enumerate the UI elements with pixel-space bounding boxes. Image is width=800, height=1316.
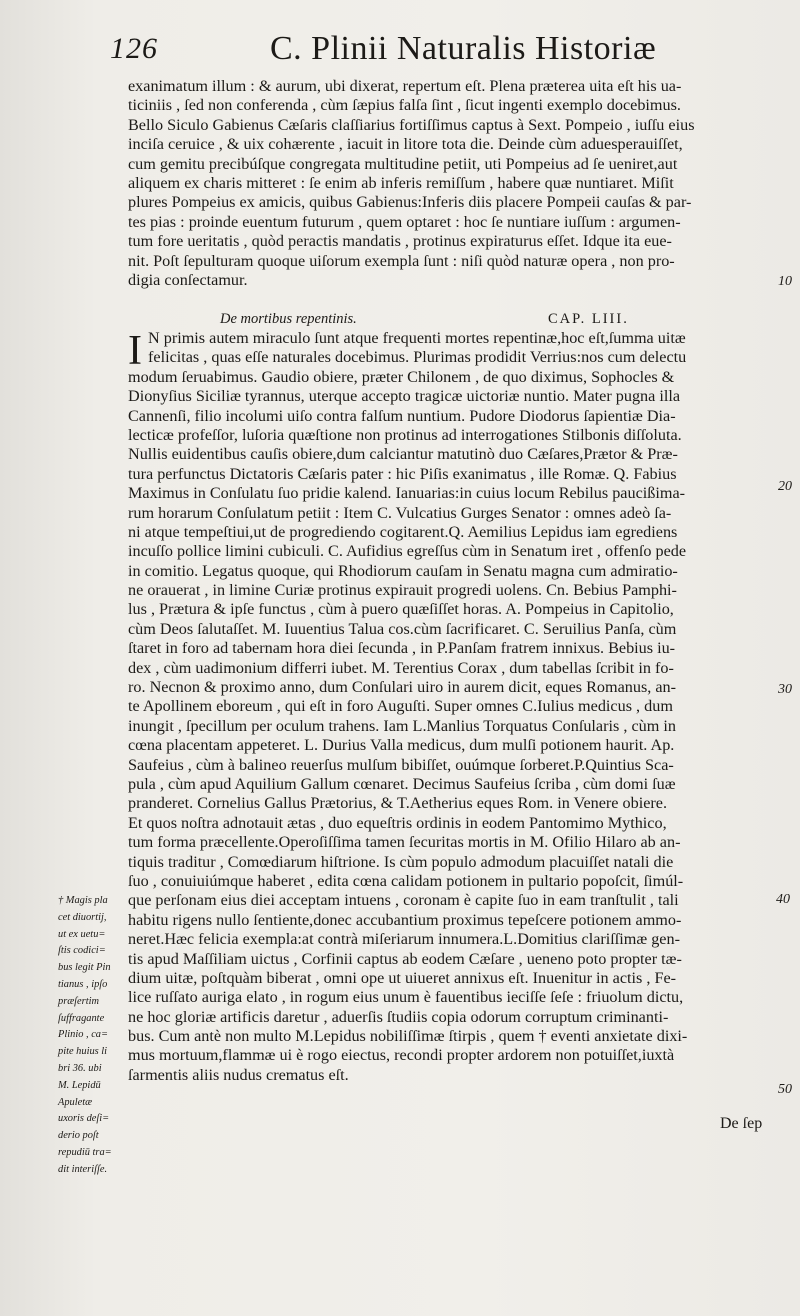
text-line: inungit , ſpecillum per oculum trahens. Iam L.Manlius Torquatus Conſularis , cùm in	[128, 716, 676, 735]
text-line: bus. Cum antè non multo M.Lepidus nobiliſſimæ ſtirpis , quem † eventi anxietate dixi-	[128, 1027, 688, 1046]
text-line: Et quos noſtra adnotauit ætas , duo equeſtris ordinis in eodem Pantomimo Mythico,	[128, 813, 667, 832]
marginal-note-line: † Magis pla	[58, 895, 108, 906]
text-line: Saufeius , cùm à balineo reuerſus mulſum bibiſſet, ouúmque ſorberet.P.Quintius Sca-	[128, 755, 674, 774]
marginal-note	[58, 893, 126, 1179]
line-number: 40	[776, 892, 790, 907]
marginal-note-line: præſertim	[58, 995, 99, 1007]
marginal-note-line: ſtis codici=	[58, 945, 106, 957]
text-line: felicitas , quas eſſe naturales docebimus. Plurimas prodidit Verrius:nos cum delectu	[148, 348, 687, 367]
line-number: 20	[778, 479, 792, 494]
text-line: aliquem ex charis mitteret : ſe enim ab inferis remiſſum , habere quæ nuntiaret. Miſit	[128, 173, 674, 192]
text-line: tura perfunctus Dictatoris Cæſaris pater : hic Piſis exanimatus , ille Romæ. Q. Fabius	[128, 464, 677, 483]
marginal-note-line: tianus , ipſo	[58, 978, 108, 990]
text-line: incuſſo pollice limini cubiculi. C. Aufidius egreſſus cùm in Senatum iret , offenſo pede	[128, 542, 687, 561]
marginal-note-line: Apuletæ	[58, 1096, 93, 1108]
line-number: 10	[778, 274, 792, 289]
marginal-note-line: bri 36. ubi	[58, 1062, 102, 1074]
text-line: dex , cùm uadimonium differri iubet. M. Terentius Corax , dum tabellas ſcribit in fo-	[128, 658, 674, 677]
marginal-note-line: cet diuortij,	[58, 911, 107, 923]
text-line: ſtaret in foro ad tabernam hora diei ſecunda , in P.Panſam fratrem innixus. Bebius iu-	[128, 639, 676, 658]
text-line: ſarmentis aliis nudus crematus eſt.	[128, 1065, 349, 1084]
marginal-note-line: Plinio , ca=	[58, 1029, 109, 1041]
marginal-note-line: dit interiſſe.	[58, 1163, 108, 1175]
text-line: rum horarum Conſulatum petiit : Item C. Vulcatius Gurges Senator : omnes adeò ſa-	[128, 503, 672, 522]
text-line: ni atque tempeſtiui,ut de progrediendo cogitarent.Q. Aemilius Lepidus iam egrediens	[128, 522, 678, 541]
text-line: Maximus in Conſulatu ſuo pridie kalend. Ianuarias:in cuius locum Rebilus paucißima-	[128, 484, 686, 503]
running-title: C. Plinii Naturalis Historiæ	[270, 30, 657, 67]
text-line: cum gemitu precibúſque congregata multitudine petiit, uti Pompeius ad ſe ueniret,aut	[128, 154, 678, 173]
text-line: tes pias : proinde euentum futurum , quem optaret : hoc ſe nuntiare iuſſum : argumen-	[128, 212, 681, 231]
marginal-note-line: bus legit Pin	[58, 962, 111, 974]
text-line: tis apud Maſſiliam uictus , Corfinii captus ab eodem Cæſare , ueneno poto propter tæ-	[128, 949, 682, 968]
line-number: 50	[778, 1082, 792, 1097]
text-line: mus mortuum,flammæ ui è rogo eiectus, recondi propter ardorem non potuiſſet,iuxtà	[128, 1046, 675, 1065]
text-line: tum fore ueritatis , quòd peractis mandatis , protinus expiraturus eſſet. Idque ita eue-	[128, 232, 672, 251]
text-line: ne hoc gloriæ artificis daretur , aduerſis ſtudiis copia odorum corruptum criminanti-	[128, 1007, 669, 1026]
text-line: neret.Hæc felicia exempla:at contrà miſeriarum innumera.L.Domitius clariſſimæ gen-	[128, 930, 680, 949]
text-line: cùm Deos ſalutaſſet. M. Iuuentius Talua cos.cùm ſacrificaret. C. Seruilius Panſa, cùm	[128, 619, 677, 638]
paragraph-sudden-deaths	[128, 329, 768, 1085]
text-line: dium uitæ, poſtquàm biberat , omni ope ut uiueret annixus eſt. Inuenitur in actis , Fe-	[128, 968, 677, 987]
text-line: ne orauerat , in limine Curiæ protinus expirauit progredi uolens. Cn. Bebius Pamphi-	[128, 581, 677, 600]
text-line: que perſonam eius diei acceptam intuens , coronam è capite ſuo in eam tranſtulit , tali	[128, 891, 679, 910]
text-line: tiquis traditur , Comœdiarum hiſtrione. Is cùm populo admodum placuiſſet natali die	[128, 852, 674, 871]
text-line: exanimatum illum : & aurum, ubi dixerat, repertum eſt. Plena præterea uita eſt his ua-	[128, 77, 682, 95]
marginal-note-line: repudiū tra=	[58, 1146, 112, 1158]
marginal-note-line: ſuffragante	[58, 1012, 105, 1024]
text-line: pranderet. Cornelius Gallus Prætorius, & T.Aetherius eques Rom. in Venere obiere.	[128, 794, 668, 813]
text-line: ro. Necnon & proximo anno, dum Conſulari uiro in aurem dicit, eques Romanus, an-	[128, 678, 677, 697]
chapter-number: CAP. LIII.	[548, 311, 629, 327]
text-line: modum ſeruabimus. Gaudio obiere, præter Chilonem , de quo diximus, Sophocles &	[128, 367, 675, 386]
marginal-note-line: uxoris deſi=	[58, 1113, 110, 1125]
text-line: in comitio. Legatus quoque, qui Rhodiorum cauſam in Senatu magna cum admiratio-	[128, 561, 678, 580]
text-line: Dionyſius Siciliæ tyrannus, uterque accepto tragicæ uictoriæ nuntio. Mater pugna illa	[128, 387, 681, 406]
marginal-note-line: derio poſt	[58, 1130, 99, 1142]
text-line: Cannenſi, filio incolumi uiſo contra falſum nuntium. Pudore Diodorus ſapientiæ Dia-	[128, 406, 676, 425]
text-line: digia conſectamur.	[128, 270, 248, 289]
chapter-heading	[128, 309, 768, 329]
catchword: De ſep	[720, 1115, 763, 1132]
text-line: Bello Siculo Gabienus Cæſaris claſſiarius fortiſſimus captus à Sext. Pompeio , iuſſu eius	[128, 115, 695, 134]
text-line: habitu rigens nullo ſentiente,donec accubantium proximus tepeſcere potionem ammo-	[128, 910, 682, 929]
text-line: lus , Prætura & ipſe functus , cùm à puero quæſiſſet horas. A. Pompeius in Capitolio,	[128, 600, 674, 619]
text-line: ticiniis , ſed non conferenda , cùm ſæpius falſa ſint , ſicut ingenti exemplo docebimus.	[128, 96, 681, 115]
marginal-note-line: M. Lepidū	[58, 1079, 101, 1091]
line-number: 30	[778, 682, 792, 697]
text-line: plures Pompeius ex amicis, quibus Gabienus:Inferis diis placere Pompeii cauſas & par-	[128, 193, 692, 212]
text-line: tum forma præcellente.Operoſiſſima tamen ſecuritas mortis in M. Ofilio Hilaro ab an-	[128, 833, 681, 852]
text-line: nit. Poſt ſepulturam quoque uiſorum exempla ſunt : niſi quòd naturæ opera , non pro-	[128, 251, 675, 270]
page-number: 126	[110, 32, 158, 65]
text-line: lecticæ profeſſor, luſoria quæſtione non protinus ad interrogationes Stilbonis diſſoluta.	[128, 425, 682, 444]
marginal-note-line: ut ex uetu=	[58, 928, 106, 940]
marginal-note-line: pite huius li	[58, 1046, 108, 1058]
text-line: N primis autem miraculo ſunt atque frequenti mortes repentinæ,hoc eſt,ſumma uitæ	[148, 329, 686, 347]
text-line: lice ruſſato auriga elato , in rogum eius unum è fauentibus ieciſſe ſeſe : friuolum dictu,	[128, 988, 684, 1007]
drop-cap: I	[128, 328, 142, 374]
text-line: cœna placentam appeteret. L. Durius Valla medicus, dum mulſi potionem haurit. Ap.	[128, 736, 675, 755]
text-line: pula , cùm apud Aquilium Gallum cœnaret. Decimus Saufeius ſcriba , cùm domi ſuæ	[128, 774, 676, 793]
chapter-title: De mortibus repentinis.	[220, 311, 357, 327]
text-line: inciſa ceruice , & uix cohærente , iacuit in litore tota die. Deinde cùm aduesperauiſſet,	[128, 135, 683, 154]
paragraph-prophecies	[128, 77, 768, 290]
text-line: te Apollinem eboreum , qui eſt in foro Auguſti. Super omnes C.Iulius medicus , dum	[128, 697, 673, 716]
text-line: Nullis euidentibus cauſis obiere,dum calciantur matutinò duo Cæſares,Prætor & Præ-	[128, 445, 678, 464]
text-line: ſuo , conuiuiúmque haberet , edita cœna calidam potionem in pultario popoſcit, ſimúl-	[128, 871, 684, 890]
page-header	[0, 30, 800, 70]
